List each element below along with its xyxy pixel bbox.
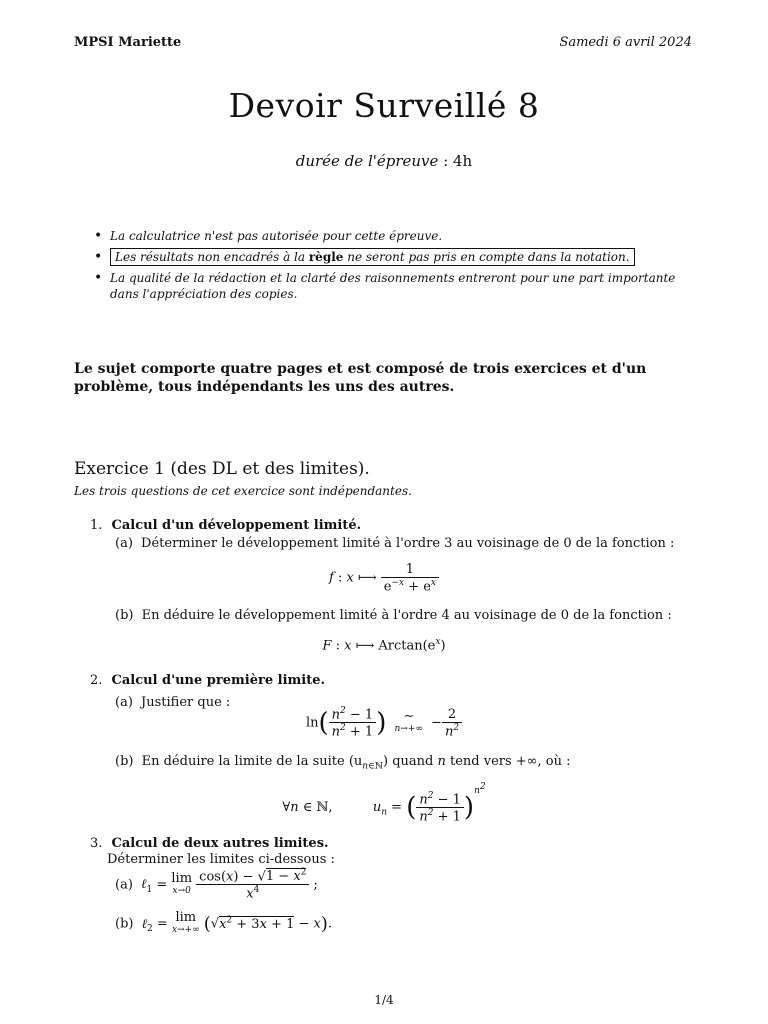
rule-item: • La calculatrice n'est pas autorisée pour cette épreuve. [94, 228, 704, 244]
q1b-text: (b) En déduire le développement limité à l'ordre 4 au voisinage de 0 de la fonction : [115, 608, 672, 623]
boxed-rule: Les résultats non encadrés à la règle ne seront pas pris en compte dans la notation. [110, 248, 635, 266]
q3a: (a) ℓ$_1$ = lim x→0 $\frac{\cos(x) - √1 - x^2}{x^4}$ ; [115, 868, 318, 902]
rule-item [94, 249, 704, 265]
exercise-title: Exercice 1 (des DL et des limites). [74, 459, 370, 479]
q1a-text: (a) Déterminer le développement limité à l'ordre 3 au voisinage de 0 de la fonction : [115, 536, 675, 551]
q3b: (b) ℓ$_2$ = lim x→+∞ $(√x^2 + 3x + 1 - x)$. [115, 910, 333, 935]
q1-heading: 1. Calcul d'un développement limité. [90, 518, 362, 533]
exercise-subtitle: Les trois questions de cet exercice sont indépendantes. [74, 484, 412, 498]
q2a-text: (a) Justifier que : [115, 695, 231, 710]
duration-value: 4h [453, 152, 473, 170]
rules-list [94, 228, 704, 307]
duration [0, 152, 768, 170]
duration-sep: : [438, 152, 454, 170]
formula-F: F : x ⟼ $Arctan(e^x)$ [322, 637, 446, 654]
q3-text: Déterminer les limites ci-dessous : [107, 852, 335, 867]
page-number: 1/4 [374, 993, 394, 1007]
intro-text: Le sujet comporte quatre pages et est composé de trois exercices et d'un problème, tous indépendants les uns des autres. [74, 361, 647, 395]
header-course: MPSI Mariette [74, 35, 182, 50]
q2-heading: 2. Calcul d'une première limite. [90, 673, 326, 688]
header-date: Samedi 6 avril 2024 [559, 35, 692, 50]
page-title: Devoir Surveillé 8 [228, 86, 540, 125]
q3-heading: 3. Calcul de deux autres limites. [90, 836, 329, 851]
q2b-text: (b) En déduire la limite de la suite $(u_{n\in ℕ})$ quand n tend vers +∞, où : [115, 754, 571, 772]
duration-label: durée de l'épreuve [295, 152, 439, 170]
rule-item: • La qualité de la rédaction et la clarté des raisonnements entreront pour une part importante dans l'appréciation des copies. [94, 270, 704, 302]
formula-f: f : x ⟼ $\frac{1}{e^{-x} + e^x}$ [0, 562, 768, 594]
formula-equiv: ln( $\frac{n^2 - 1}{n^2 + 1}$ ) ∼ n→+∞ − $\frac{2}{n^2}$ [0, 706, 768, 740]
formula-un: ∀n ∈ ℕ, $u_n$ = ( $\frac{n^2 - 1}{n^2 + 1}$ )$^{n^2}$ [282, 782, 486, 825]
